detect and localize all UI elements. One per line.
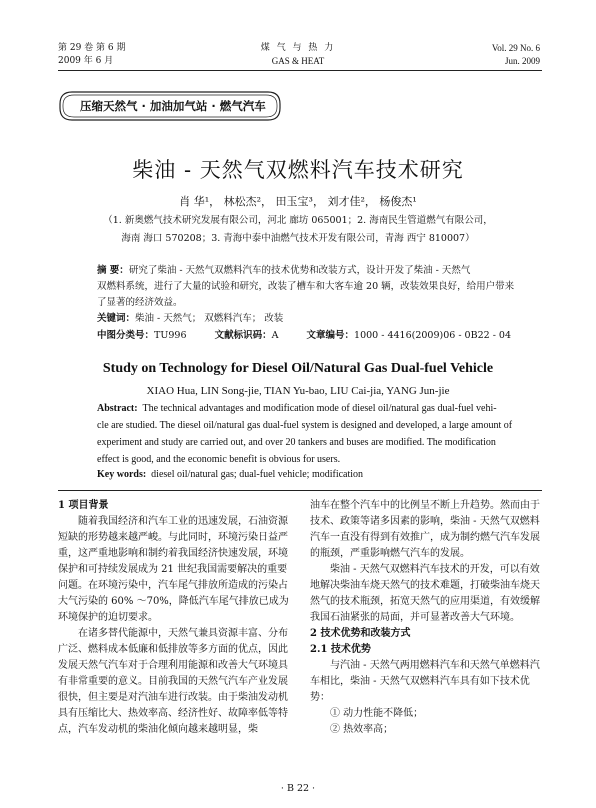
keywords-cn bbox=[97, 311, 283, 327]
abstract-cn-line-3: 了显著的经济效益。 bbox=[97, 297, 183, 308]
body-left-column bbox=[58, 498, 290, 738]
author-list-en: XIAO Hua, LIN Song-jie, TIAN Yu-bao, LIU Cai-jia, YANG Jun-jie bbox=[146, 385, 450, 397]
section-1-heading: 1 项目背景 bbox=[58, 500, 109, 511]
paragraph: 在诸多替代能源中，天然气兼具资源丰富、分布广泛、燃料成本低廉和低排放等多方面的优点，因此发展天然气汽车对于合理利用能源和改善大气环境具有非常重要的意义。目前我国的天然气汽车产业发展很快，但主要是对汽油车进行改装。由于柴油发动机具有压缩比大、热效率高、经济性好、故障率低等特点，汽车发动机的柴油化倾向越来越明显，柴 bbox=[58, 628, 288, 735]
header-rule bbox=[58, 70, 542, 71]
author-list: 肖 华¹， 林松杰²， 田玉宝³， 刘才佳²， 杨俊杰¹ bbox=[179, 195, 417, 208]
classification-line bbox=[97, 328, 511, 344]
abstract-en-line-1 bbox=[97, 401, 497, 417]
abstract-en-text-1: The technical advantages and modification mode of diesel oil/natural gas dual-fuel vehi- bbox=[142, 403, 497, 414]
header-volume: 第 29 卷 第 6 期 bbox=[58, 43, 126, 53]
header-date: 2009 年 6 月 bbox=[58, 56, 114, 66]
article-no-label: 文章编号： bbox=[306, 330, 355, 341]
abstract-en-label: Abstract: bbox=[97, 403, 138, 414]
abstract-en-line-3: experiment and study are carried out, and over 20 tankers and buses are modified. The modification bbox=[97, 437, 496, 448]
clc-label: 中图分类号： bbox=[97, 330, 155, 341]
abstract-cn-text-1: 研究了柴油 - 天然气双燃料汽车的技术优势和改装方式，设计开发了柴油 - 天然气 bbox=[128, 265, 471, 276]
keywords-en-label: Key words: bbox=[97, 469, 147, 480]
keywords-cn-text: 柴油 - 天然气； 双燃料汽车； 改装 bbox=[135, 313, 284, 324]
keywords-en bbox=[97, 467, 363, 483]
article-no-value: 1000 - 4416(2009)06 - 0B22 - 04 bbox=[354, 330, 512, 341]
section-banner bbox=[58, 90, 284, 122]
banner-label: 压缩天然气 · 加油加气站 · 燃气汽车 bbox=[80, 99, 266, 113]
doc-code-value: A bbox=[271, 330, 279, 341]
body-right-column bbox=[310, 498, 542, 738]
header-journal-en: GAS & HEAT bbox=[271, 56, 325, 66]
abstract-en-line-4: effect is good, and the economic benefit is obvious for users. bbox=[97, 454, 341, 465]
abstract-cn-label: 摘 要： bbox=[97, 265, 129, 276]
body-rule bbox=[58, 490, 542, 491]
list-item: ① 动力性能不降低； bbox=[330, 708, 424, 719]
list-item: ② 热效率高； bbox=[330, 724, 394, 735]
header-journal-cn: 煤 气 与 热 力 bbox=[260, 43, 336, 53]
doc-code-label: 文献标识码： bbox=[214, 330, 272, 341]
article-title-en: Study on Technology for Diesel Oil/Natural Gas Dual-fuel Vehicle bbox=[102, 361, 494, 376]
abstract-cn-line-2: 双燃料系统，进行了大量的试验和研究，改装了槽车和大客车逾 20 辆，改装效果良好，给用户带来 bbox=[97, 281, 515, 292]
keywords-en-text: diesel oil/natural gas; dual-fuel vehicle; modification bbox=[151, 469, 364, 480]
paragraph: 与汽油 - 天然气两用燃料汽车和天然气单燃料汽车相比，柴油 - 天然气双燃料汽车具有如下技术优势： bbox=[310, 660, 540, 703]
affiliation-line-2: 海南 海口 570208；3. 青海中泰中油燃气技术开发有限公司，青海 西宁 810007） bbox=[121, 233, 475, 244]
section-2-heading: 2 技术优势和改装方式 bbox=[310, 628, 411, 639]
keywords-cn-label: 关键词： bbox=[97, 313, 136, 324]
affiliation-line-1: （1. 新奥燃气技术研究发展有限公司，河北 廊坊 065001；2. 海南民生管道燃气有限公司， bbox=[103, 215, 493, 226]
clc-value: TU996 bbox=[154, 330, 187, 341]
article-title: 柴油 - 天然气双燃料汽车技术研究 bbox=[132, 158, 464, 182]
paragraph: 随着我国经济和汽车工业的迅速发展，石油资源短缺的形势越来越严峻。与此同时，环境污染日益严重，这严重地影响和制约着我国经济快速发展，环境保护和可持续发展成为 21 世纪我国需要解决的重要问题。在环境污染中，汽车尾气排放所造成的污染占大气污染的 60% ～70%，降低汽车尾气排放已成为环境保护的迫切要求。 bbox=[58, 516, 289, 623]
section-2-1-heading: 2.1 技术优势 bbox=[310, 644, 371, 655]
paragraph: 柴油 - 天然气双燃料汽车技术的开发，可以有效地解决柴油车烧天然气的技术难题，打破柴油车烧天然气的技术瓶颈，拓宽天然气的应用渠道，有效缓解我国石油紧张的局面，并可显著改善大气环境。 bbox=[310, 564, 540, 623]
header-vol-en: Vol. 29 No. 6 bbox=[491, 43, 540, 53]
paragraph: 油车在整个汽车中的比例呈不断上升趋势。然而由于技术、政策等诸多因素的影响，柴油 - 天然气双燃料汽车一直没有得到有效推广，成为制约燃气汽车发展的瓶颈，严重影响燃气汽车的发展。 bbox=[310, 500, 540, 559]
abstract-en-line-2: cle are studied. The diesel oil/natural gas dual-fuel system is designed and developed, a large amount of bbox=[97, 420, 513, 431]
abstract-cn-line-1 bbox=[97, 263, 470, 279]
page-number: · B 22 · bbox=[280, 783, 316, 794]
header-date-en: Jun. 2009 bbox=[504, 56, 540, 66]
